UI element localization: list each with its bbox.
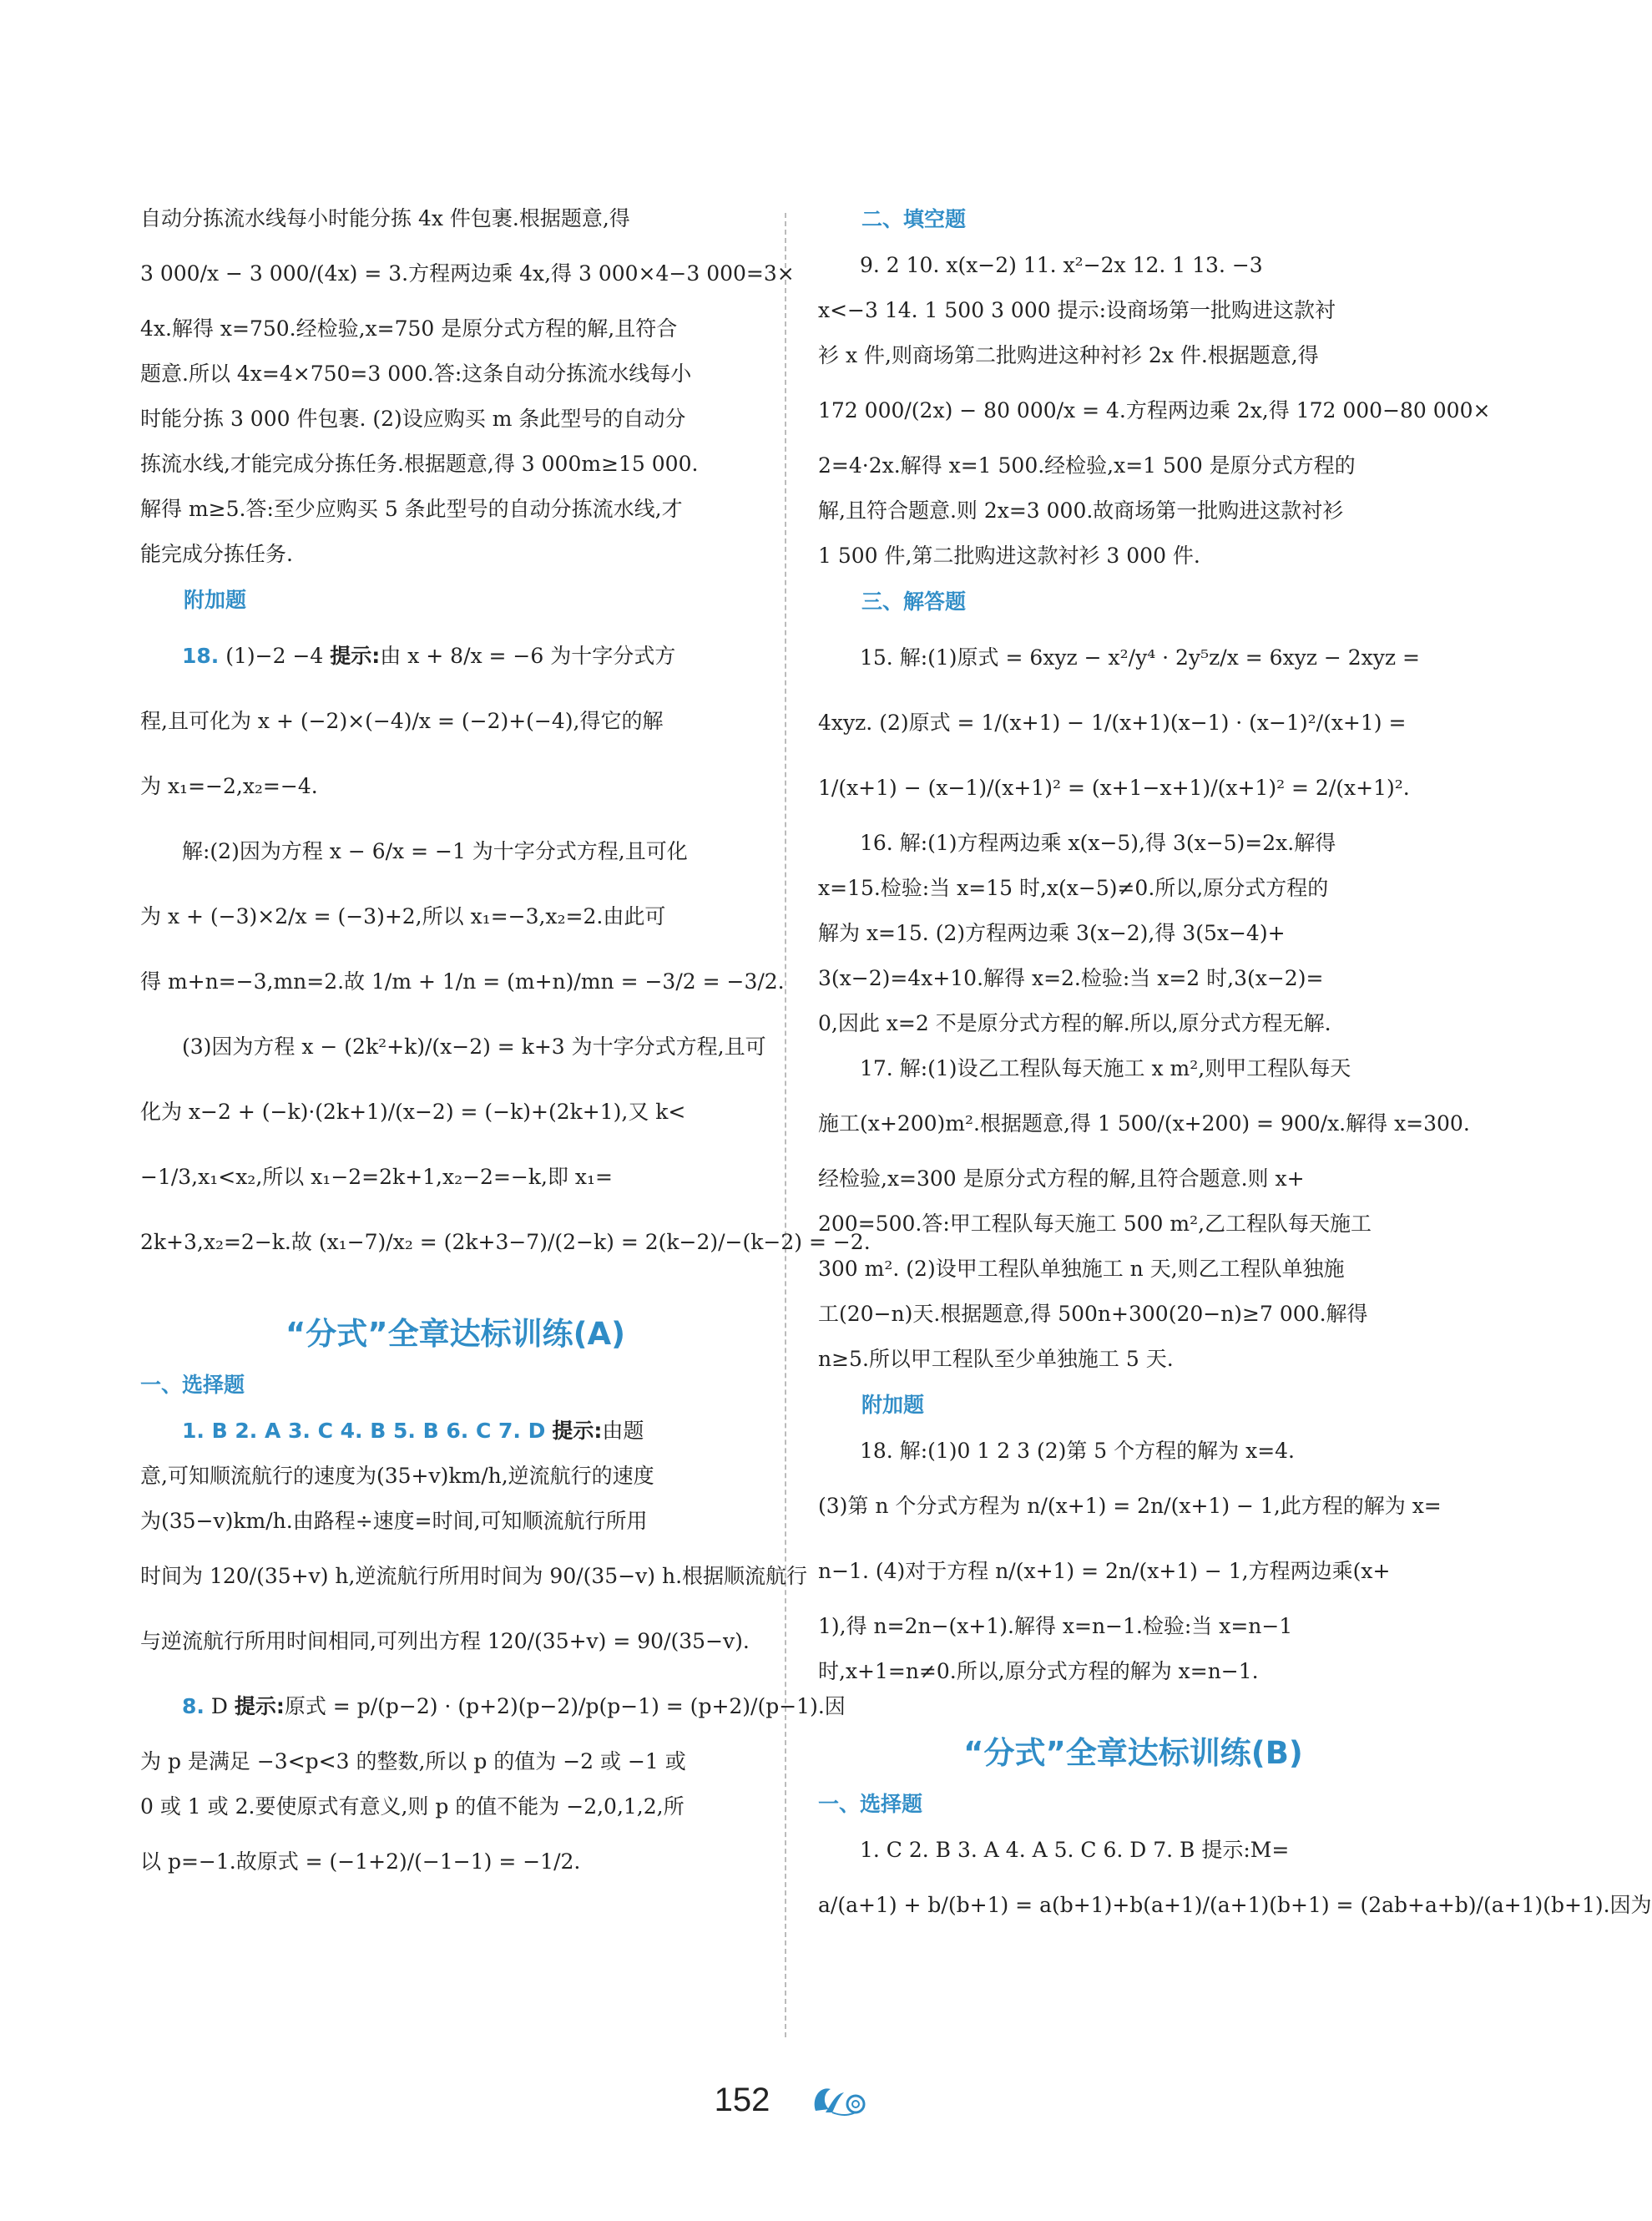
text-line: 1 500 件,第二批购进这款衬衫 3 000 件.	[818, 544, 1200, 568]
text-line: (3)因为方程 x − (2k²+k)/(x−2) = k+3 为十字分式方程,且可	[182, 1035, 766, 1059]
section-title-b: “分式”全章达标训练(B)	[963, 1735, 1303, 1771]
text-line: 172 000/(2x) − 80 000/x = 4.方程两边乘 2x,得 172 000−80 000×	[818, 398, 1491, 422]
text-line: 0 或 1 或 2.要使原式有意义,则 p 的值不能为 −2,0,1,2,所	[140, 1794, 685, 1819]
column-divider	[785, 213, 786, 2037]
hint-label: 提示:	[234, 1694, 285, 1718]
text-line: 为 x + (−3)×2/x = (−3)+2,所以 x₁=−3,x₂=2.由此可	[140, 904, 666, 928]
page-footer	[0, 2077, 1589, 2122]
text-line: 为 x₁=−2,x₂=−4.	[140, 774, 318, 798]
text-line: 能完成分拣任务.	[140, 542, 293, 566]
text-line: 自动分拣流水线每小时能分拣 4x 件包裹.根据题意,得	[140, 206, 630, 230]
section-b-subheading: 一、选择题	[818, 1792, 923, 1816]
text-line: 题意.所以 4x=4×750=3 000.答:这条自动分拣流水线每小	[140, 362, 692, 386]
text-line: 18. 解:(1)0 1 2 3 (2)第 5 个方程的解为 x=4.	[860, 1439, 1296, 1463]
text-line: 4x.解得 x=750.经检验,x=750 是原分式方程的解,且符合	[140, 316, 678, 341]
extra-heading: 附加题	[861, 1393, 925, 1417]
text-line: x=15.检验:当 x=15 时,x(x−5)≠0.所以,原分式方程的	[818, 876, 1329, 900]
text-line: 衫 x 件,则商场第二批购进这种衬衫 2x 件.根据题意,得	[818, 343, 1319, 367]
text-line: 3(x−2)=4x+10.解得 x=2.检验:当 x=2 时,3(x−2)=	[818, 966, 1324, 990]
text-line: 为 p 是满足 −3<p<3 的整数,所以 p 的值为 −2 或 −1 或	[140, 1749, 686, 1773]
text-line: 时能分拣 3 000 件包裹. (2)设应购买 m 条此型号的自动分	[140, 407, 686, 431]
text-line: 程,且可化为 x + (−2)×(−4)/x = (−2)+(−4),得它的解	[140, 709, 664, 733]
text-line: 0,因此 x=2 不是原分式方程的解.所以,原分式方程无解.	[818, 1011, 1331, 1035]
text-line: 1),得 n=2n−(x+1).解得 x=n−1.检验:当 x=n−1	[818, 1614, 1293, 1638]
text-line: n≥5.所以甲工程队至少单独施工 5 天.	[818, 1347, 1174, 1371]
text-line: 3 000/x − 3 000/(4x) = 3.方程两边乘 4x,得 3 000×4−3 000=3×	[140, 261, 795, 286]
fill-heading: 二、填空题	[861, 207, 967, 231]
question-number: 18.	[182, 644, 220, 668]
page-number: 152	[714, 2081, 770, 2118]
hint-label: 提示:	[330, 644, 381, 668]
hint-label: 提示:	[552, 1419, 603, 1443]
text-line: 4xyz. (2)原式 = 1/(x+1) − 1/(x+1)(x−1) · (x−1)²/(x+1) =	[818, 711, 1407, 735]
text-line: x<−3 14. 1 500 3 000 提示:设商场第一批购进这款衬	[818, 298, 1336, 322]
text-line: 解:(2)因为方程 x − 6/x = −1 为十字分式方程,且可化	[182, 839, 688, 863]
text-line: 1/(x+1) − (x−1)/(x+1)² = (x+1−x+1)/(x+1)² = 2/(x+1)².	[818, 776, 1410, 800]
section-title-a: “分式”全章达标训练(A)	[285, 1316, 626, 1352]
text-line: 1. C 2. B 3. A 4. A 5. C 6. D 7. B 提示:M=	[860, 1838, 1290, 1862]
text-line: 意,可知顺流航行的速度为(35+v)km/h,逆流航行的速度	[140, 1464, 654, 1488]
text-line: 以 p=−1.故原式 = (−1+2)/(−1−1) = −1/2.	[140, 1849, 581, 1874]
right-column	[818, 196, 1652, 1938]
extra-heading: 附加题	[184, 588, 247, 612]
text-line: 2=4·2x.解得 x=1 500.经检验,x=1 500 是原分式方程的	[818, 453, 1356, 478]
a8-text: 原式 = p/(p−2) · (p+2)(p−2)/p(p−1) = (p+2)/(p−1).因	[284, 1694, 846, 1718]
text-line: 时间为 120/(35+v) h,逆流航行所用时间为 90/(35−v) h.根据顺流航行	[140, 1564, 808, 1588]
text-line: 9. 2 10. x(x−2) 11. x²−2x 12. 1 13. −3	[860, 253, 1263, 277]
text-line: 经检验,x=300 是原分式方程的解,且符合题意.则 x+	[818, 1166, 1305, 1191]
text-line: (3)第 n 个分式方程为 n/(x+1) = 2n/(x+1) − 1,此方程的解为 x=	[818, 1494, 1442, 1518]
text-line: 拣流水线,才能完成分拣任务.根据题意,得 3 000m≥15 000.	[140, 452, 699, 476]
text-line: 得 m+n=−3,mn=2.故 1/m + 1/n = (m+n)/mn = −3/2 = −3/2.	[140, 969, 785, 994]
a-answers-line	[140, 1409, 770, 1454]
decorative-swirl-icon	[807, 2077, 874, 2122]
text-line: −1/3,x₁<x₂,所以 x₁−2=2k+1,x₂−2=−k,即 x₁=	[140, 1165, 613, 1189]
text-line: 300 m². (2)设甲工程队单独施工 n 天,则乙工程队单独施	[818, 1257, 1345, 1281]
solve-heading: 三、解答题	[861, 589, 967, 614]
q18-text: 由 x + 8/x = −6 为十字分式方	[380, 644, 676, 668]
text-line: 解得 m≥5.答:至少应购买 5 条此型号的自动分拣流水线,才	[140, 497, 683, 521]
text-line: 工(20−n)天.根据题意,得 500n+300(20−n)≥7 000.解得	[818, 1302, 1368, 1326]
text-line: 为(35−v)km/h.由路程÷速度=时间,可知顺流航行所用	[140, 1509, 648, 1533]
text-line: n−1. (4)对于方程 n/(x+1) = 2n/(x+1) − 1,方程两边乘(x+	[818, 1559, 1391, 1583]
q18-answer: (1)−2 −4	[225, 644, 324, 668]
a-hint-text: 由题	[602, 1419, 644, 1443]
text-line: 施工(x+200)m².根据题意,得 1 500/(x+200) = 900/x.解得 x=300.	[818, 1111, 1470, 1136]
text-line: 与逆流航行所用时间相同,可列出方程 120/(35+v) = 90/(35−v).	[140, 1629, 750, 1653]
a8-line	[140, 1674, 846, 1739]
section-a-subheading: 一、选择题	[140, 1373, 245, 1397]
text-line: 2k+3,x₂=2−k.故 (x₁−7)/x₂ = (2k+3−7)/(2−k) = 2(k−2)/−(k−2) = −2.	[140, 1230, 871, 1254]
question-number: 8.	[182, 1694, 205, 1718]
a8-answer: D	[210, 1694, 228, 1718]
text-line: 解,且符合题意.则 2x=3 000.故商场第一批购进这款衬衫	[818, 498, 1344, 523]
text-line: 解为 x=15. (2)方程两边乘 3(x−2),得 3(5x−4)+	[818, 921, 1286, 945]
text-line: 时,x+1=n≠0.所以,原分式方程的解为 x=n−1.	[818, 1659, 1259, 1683]
q18-line	[140, 624, 770, 689]
text-line: 15. 解:(1)原式 = 6xyz − x²/y⁴ · 2y⁵z/x = 6xyz − 2xyz =	[860, 645, 1420, 670]
text-line: a/(a+1) + b/(b+1) = a(b+1)+b(a+1)/(a+1)(b+1) = (2ab+a+b)/(a+1)(b+1).因为	[818, 1893, 1652, 1917]
text-line: 16. 解:(1)方程两边乘 x(x−5),得 3(x−5)=2x.解得	[860, 831, 1336, 855]
text-line: 化为 x−2 + (−k)·(2k+1)/(x−2) = (−k)+(2k+1),又 k<	[140, 1100, 686, 1124]
text-line: 200=500.答:甲工程队每天施工 500 m²,乙工程队每天施工	[818, 1212, 1372, 1236]
text-line: 17. 解:(1)设乙工程队每天施工 x m²,则甲工程队每天	[860, 1056, 1351, 1080]
a-answers: 1. B 2. A 3. C 4. B 5. B 6. C 7. D	[182, 1419, 546, 1443]
left-column	[140, 196, 871, 1895]
